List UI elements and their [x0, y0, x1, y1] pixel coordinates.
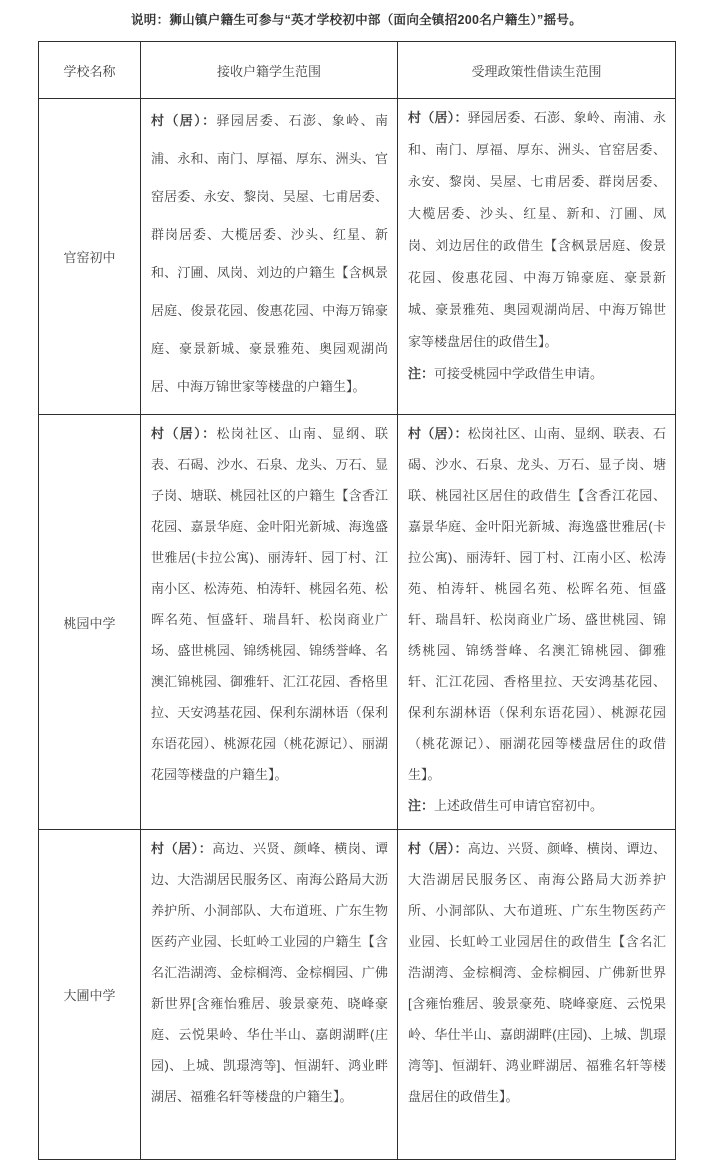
policy-range-body: 驿园居委、石澎、象岭、南浦、永和、南门、厚福、厚东、洲头、官窑居委、永安、黎岗、吴屋、七甫居委、群岗居委、大榄居委、沙头、红星、新和、汀圃、凤岗、刘边居住的政借生【含枫景居庭、俊景花园、俊惠花园、中海万锦豪庭、豪景新城、豪景雅苑、奥园观湖尚居、中海万锦世家等楼盘居住的政借生】。	[408, 110, 666, 349]
note-body: 可接受桃园中学政借生申请。	[434, 366, 604, 381]
policy-range-cell	[398, 415, 676, 830]
col-header-school-name: 学校名称	[39, 42, 141, 99]
household-range-body: 驿园居委、石澎、象岭、南浦、永和、南门、厚福、厚东、洲头、官窑居委、永安、黎岗、吴屋、七甫居委、群岗居委、大榄居委、沙头、红星、新和、汀圃、凤岗、刘边的户籍生【含枫景居庭、俊景花园、俊惠花园、中海万锦豪庭、豪景新城、豪景雅苑、奥园观湖尚居、中海万锦世家等楼盘的户籍生】。	[151, 113, 388, 394]
school-range-table	[38, 41, 676, 1160]
table-header	[39, 42, 676, 99]
table-row-taoyuan	[39, 415, 676, 830]
household-range-body: 松岗社区、山南、显纲、联表、石碣、沙水、石泉、龙头、万石、显子岗、塘联、桃园社区的户籍生【含香江花园、嘉景华庭、金叶阳光新城、海逸盛世雅居(卡拉公寓)、丽涛轩、园丁村、江南小区、松涛苑、柏涛轩、桃园名苑、松晖名苑、恒盛轩、瑞昌轩、松岗商业广场、盛世桃园、锦绣桃园、锦绣誉峰、名澳汇锦桃园、御雅轩、汇江花园、香格里拉、天安鸿基花园、保利东湖林语（保利东语花园）、桃源花园（桃花源记）、丽湖花园等楼盘的户籍生】。	[151, 426, 388, 782]
policy-range-text	[408, 418, 666, 790]
header-row	[39, 42, 676, 99]
household-range-text	[151, 833, 388, 1112]
note-prefix: 注：	[408, 366, 435, 381]
col-header-policy-transfer-range: 受理政策性借读生范围	[398, 42, 676, 99]
household-range-cell	[141, 99, 398, 415]
col-header-household-range: 接收户籍学生范围	[141, 42, 398, 99]
policy-range-text	[408, 102, 666, 358]
policy-note	[408, 358, 666, 390]
page-note: 说明：狮山镇户籍生可参与“英才学校初中部（面向全镇招200名户籍生）”摇号。	[130, 13, 582, 27]
policy-range-body: 高边、兴贤、颜峰、横岗、谭边、大浩湖居民服务区、南海公路局大沥养护所、小洞部队、大布道班、广东生物医药产业园、长虹岭工业园居住的政借生【含名汇浩湖湾、金棕榈湾、金棕榈园、广佛新世界[含雍怡雅居、骏景豪苑、晓峰豪庭、云悦果岭、华仕半山、嘉朗湖畔(庄园)、上城、凯璟湾等]、恒湖轩、鸿业畔湖居、福雅名轩等楼盘居住的政借生】。	[408, 841, 666, 1104]
policy-note	[408, 790, 666, 821]
village-prefix: 村（居）：	[151, 841, 213, 856]
household-range-text	[151, 418, 388, 790]
village-prefix: 村（居）：	[408, 841, 468, 856]
household-range-cell	[141, 830, 398, 1160]
policy-range-body: 松岗社区、山南、显纲、联表、石碣、沙水、石泉、龙头、万石、显子岗、塘联、桃园社区居住的政借生【含香江花园、嘉景华庭、金叶阳光新城、海逸盛世雅居(卡拉公寓)、丽涛轩、园丁村、江南小区、松涛苑、柏涛轩、桃园名苑、松晖名苑、恒盛轩、瑞昌轩、松岗商业广场、盛世桃园、锦绣桃园、锦绣誉峰、名澳汇锦桃园、御雅轩、汇江花园、香格里拉、天安鸿基花园、保利东湖林语（保利东语花园）、桃源花园（桃花源记）、丽湖花园等楼盘居住的政借生】。	[408, 426, 666, 782]
village-prefix: 村（居）：	[151, 426, 217, 441]
village-prefix: 村（居）：	[408, 426, 468, 441]
policy-range-cell	[398, 830, 676, 1160]
household-range-cell	[141, 415, 398, 830]
table-row-guanyao	[39, 99, 676, 415]
school-name: 大圃中学	[39, 830, 141, 1160]
note-prefix: 注：	[408, 798, 435, 813]
school-name: 桃园中学	[39, 415, 141, 830]
policy-range-text	[408, 833, 666, 1112]
household-range-text	[151, 102, 388, 406]
document-page	[0, 10, 713, 1160]
policy-range-cell	[398, 99, 676, 415]
village-prefix: 村（居）：	[408, 110, 468, 125]
school-name: 官窑初中	[39, 99, 141, 415]
household-range-body: 高边、兴贤、颜峰、横岗、谭边、大浩湖居民服务区、南海公路局大沥养护所、小洞部队、大布道班、广东生物医药产业园、长虹岭工业园的户籍生【含名汇浩湖湾、金棕榈湾、金棕榈园、广佛新世界[含雍怡雅居、骏景豪苑、晓峰豪庭、云悦果岭、华仕半山、嘉朗湖畔(庄园)、上城、凯璟湾等]、恒湖轩、鸿业畔湖居、福雅名轩等楼盘的户籍生】。	[151, 841, 388, 1104]
village-prefix: 村（居）：	[151, 113, 217, 128]
note-body: 上述政借生可申请官窑初中。	[434, 798, 604, 813]
table-row-dapu	[39, 830, 676, 1160]
